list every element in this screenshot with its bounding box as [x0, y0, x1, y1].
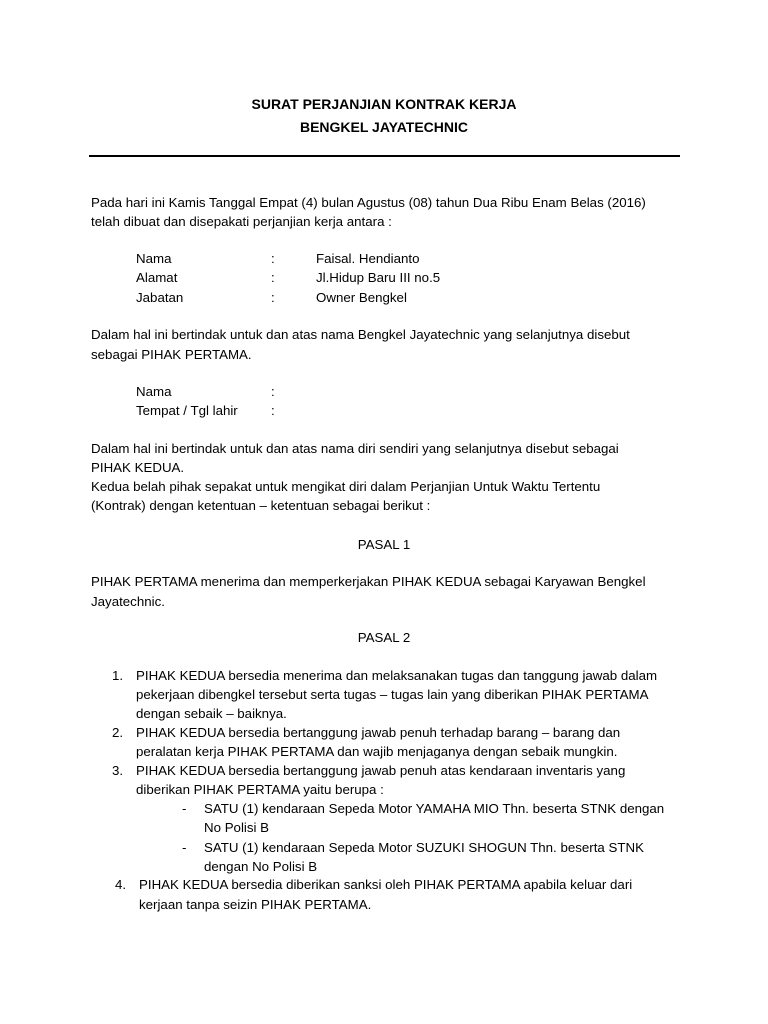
list-item-line: PIHAK KEDUA bersedia menerima dan melaksanakan tugas dan tanggung jawab dalam	[136, 668, 658, 683]
list-item-number: 1.	[112, 668, 124, 683]
party2-desc-line-2: PIHAK KEDUA.	[91, 460, 185, 475]
sub-item-dash: -	[182, 801, 187, 816]
party2-name-colon: :	[271, 384, 275, 399]
document-title: SURAT PERJANJIAN KONTRAK KERJA	[251, 96, 517, 112]
list-item-line: dengan sebaik – baiknya.	[136, 706, 287, 721]
list-item-number: 4.	[115, 877, 127, 892]
party2-name-label: Nama	[136, 384, 172, 399]
party1-position-value: Owner Bengkel	[316, 290, 407, 305]
party1-name-label: Nama	[136, 251, 172, 266]
list-item-number: 2.	[112, 725, 124, 740]
list-item-line: PIHAK KEDUA bersedia diberikan sanksi oleh PIHAK PERTAMA apabila keluar dari	[139, 877, 633, 892]
sub-item-line: No Polisi B	[204, 820, 270, 835]
party1-address-label: Alamat	[136, 270, 178, 285]
intro-line-2: telah dibuat dan disepakati perjanjian kerja antara :	[91, 214, 392, 229]
list-item-line: kerjaan tanpa seizin PIHAK PERTAMA.	[139, 897, 372, 912]
pasal1-line-2: Jayatechnic.	[91, 594, 165, 609]
agreement-line-1: Kedua belah pihak sepakat untuk mengikat diri dalam Perjanjian Untuk Waktu Tertentu	[91, 479, 601, 494]
sub-item-line: dengan No Polisi B	[204, 859, 318, 874]
party1-desc-line-2: sebagai PIHAK PERTAMA.	[91, 347, 252, 362]
party2-desc-line-1: Dalam hal ini bertindak untuk dan atas nama diri sendiri yang selanjutnya disebut sebagai	[91, 441, 619, 456]
title-divider	[89, 155, 680, 157]
party1-name-colon: :	[271, 251, 275, 266]
list-item-line: pekerjaan dibengkel tersebut serta tugas – tugas lain yang diberikan PIHAK PERTAMA	[136, 687, 649, 702]
agreement-line-2: (Kontrak) dengan ketentuan – ketentuan sebagai berikut :	[91, 498, 431, 513]
list-item-number: 3.	[112, 763, 124, 778]
document-subtitle: BENGKEL JAYATECHNIC	[299, 119, 469, 135]
sub-item-dash: -	[182, 840, 187, 855]
pasal1-heading: PASAL 1	[357, 537, 411, 552]
party1-desc-line-1: Dalam hal ini bertindak untuk dan atas nama Bengkel Jayatechnic yang selanjutnya disebut	[91, 327, 630, 342]
party1-position-colon: :	[271, 290, 275, 305]
party1-address-value: Jl.Hidup Baru III no.5	[316, 270, 441, 285]
sub-item-line: SATU (1) kendaraan Sepeda Motor SUZUKI SHOGUN Thn. beserta STNK	[204, 840, 644, 855]
party1-name-value: Faisal. Hendianto	[316, 251, 420, 266]
pasal2-heading: PASAL 2	[357, 630, 411, 645]
list-item-line: PIHAK KEDUA bersedia bertanggung jawab penuh terhadap barang – barang dan	[136, 725, 621, 740]
pasal1-line-1: PIHAK PERTAMA menerima dan memperkerjakan PIHAK KEDUA sebagai Karyawan Bengkel	[91, 574, 646, 589]
list-item-line: peralatan kerja PIHAK PERTAMA dan wajib menjaganya dengan sebaik mungkin.	[136, 744, 618, 759]
list-item-line: diberikan PIHAK PERTAMA yaitu berupa :	[136, 782, 384, 797]
party2-birth-label: Tempat / Tgl lahir	[136, 403, 238, 418]
party2-birth-colon: :	[271, 403, 275, 418]
sub-item-line: SATU (1) kendaraan Sepeda Motor YAMAHA MIO Thn. beserta STNK dengan	[204, 801, 665, 816]
list-item-line: PIHAK KEDUA bersedia bertanggung jawab penuh atas kendaraan inventaris yang	[136, 763, 626, 778]
party1-position-label: Jabatan	[136, 290, 184, 305]
party1-address-colon: :	[271, 270, 275, 285]
intro-line-1: Pada hari ini Kamis Tanggal Empat (4) bulan Agustus (08) tahun Dua Ribu Enam Belas (2016)	[91, 195, 646, 210]
